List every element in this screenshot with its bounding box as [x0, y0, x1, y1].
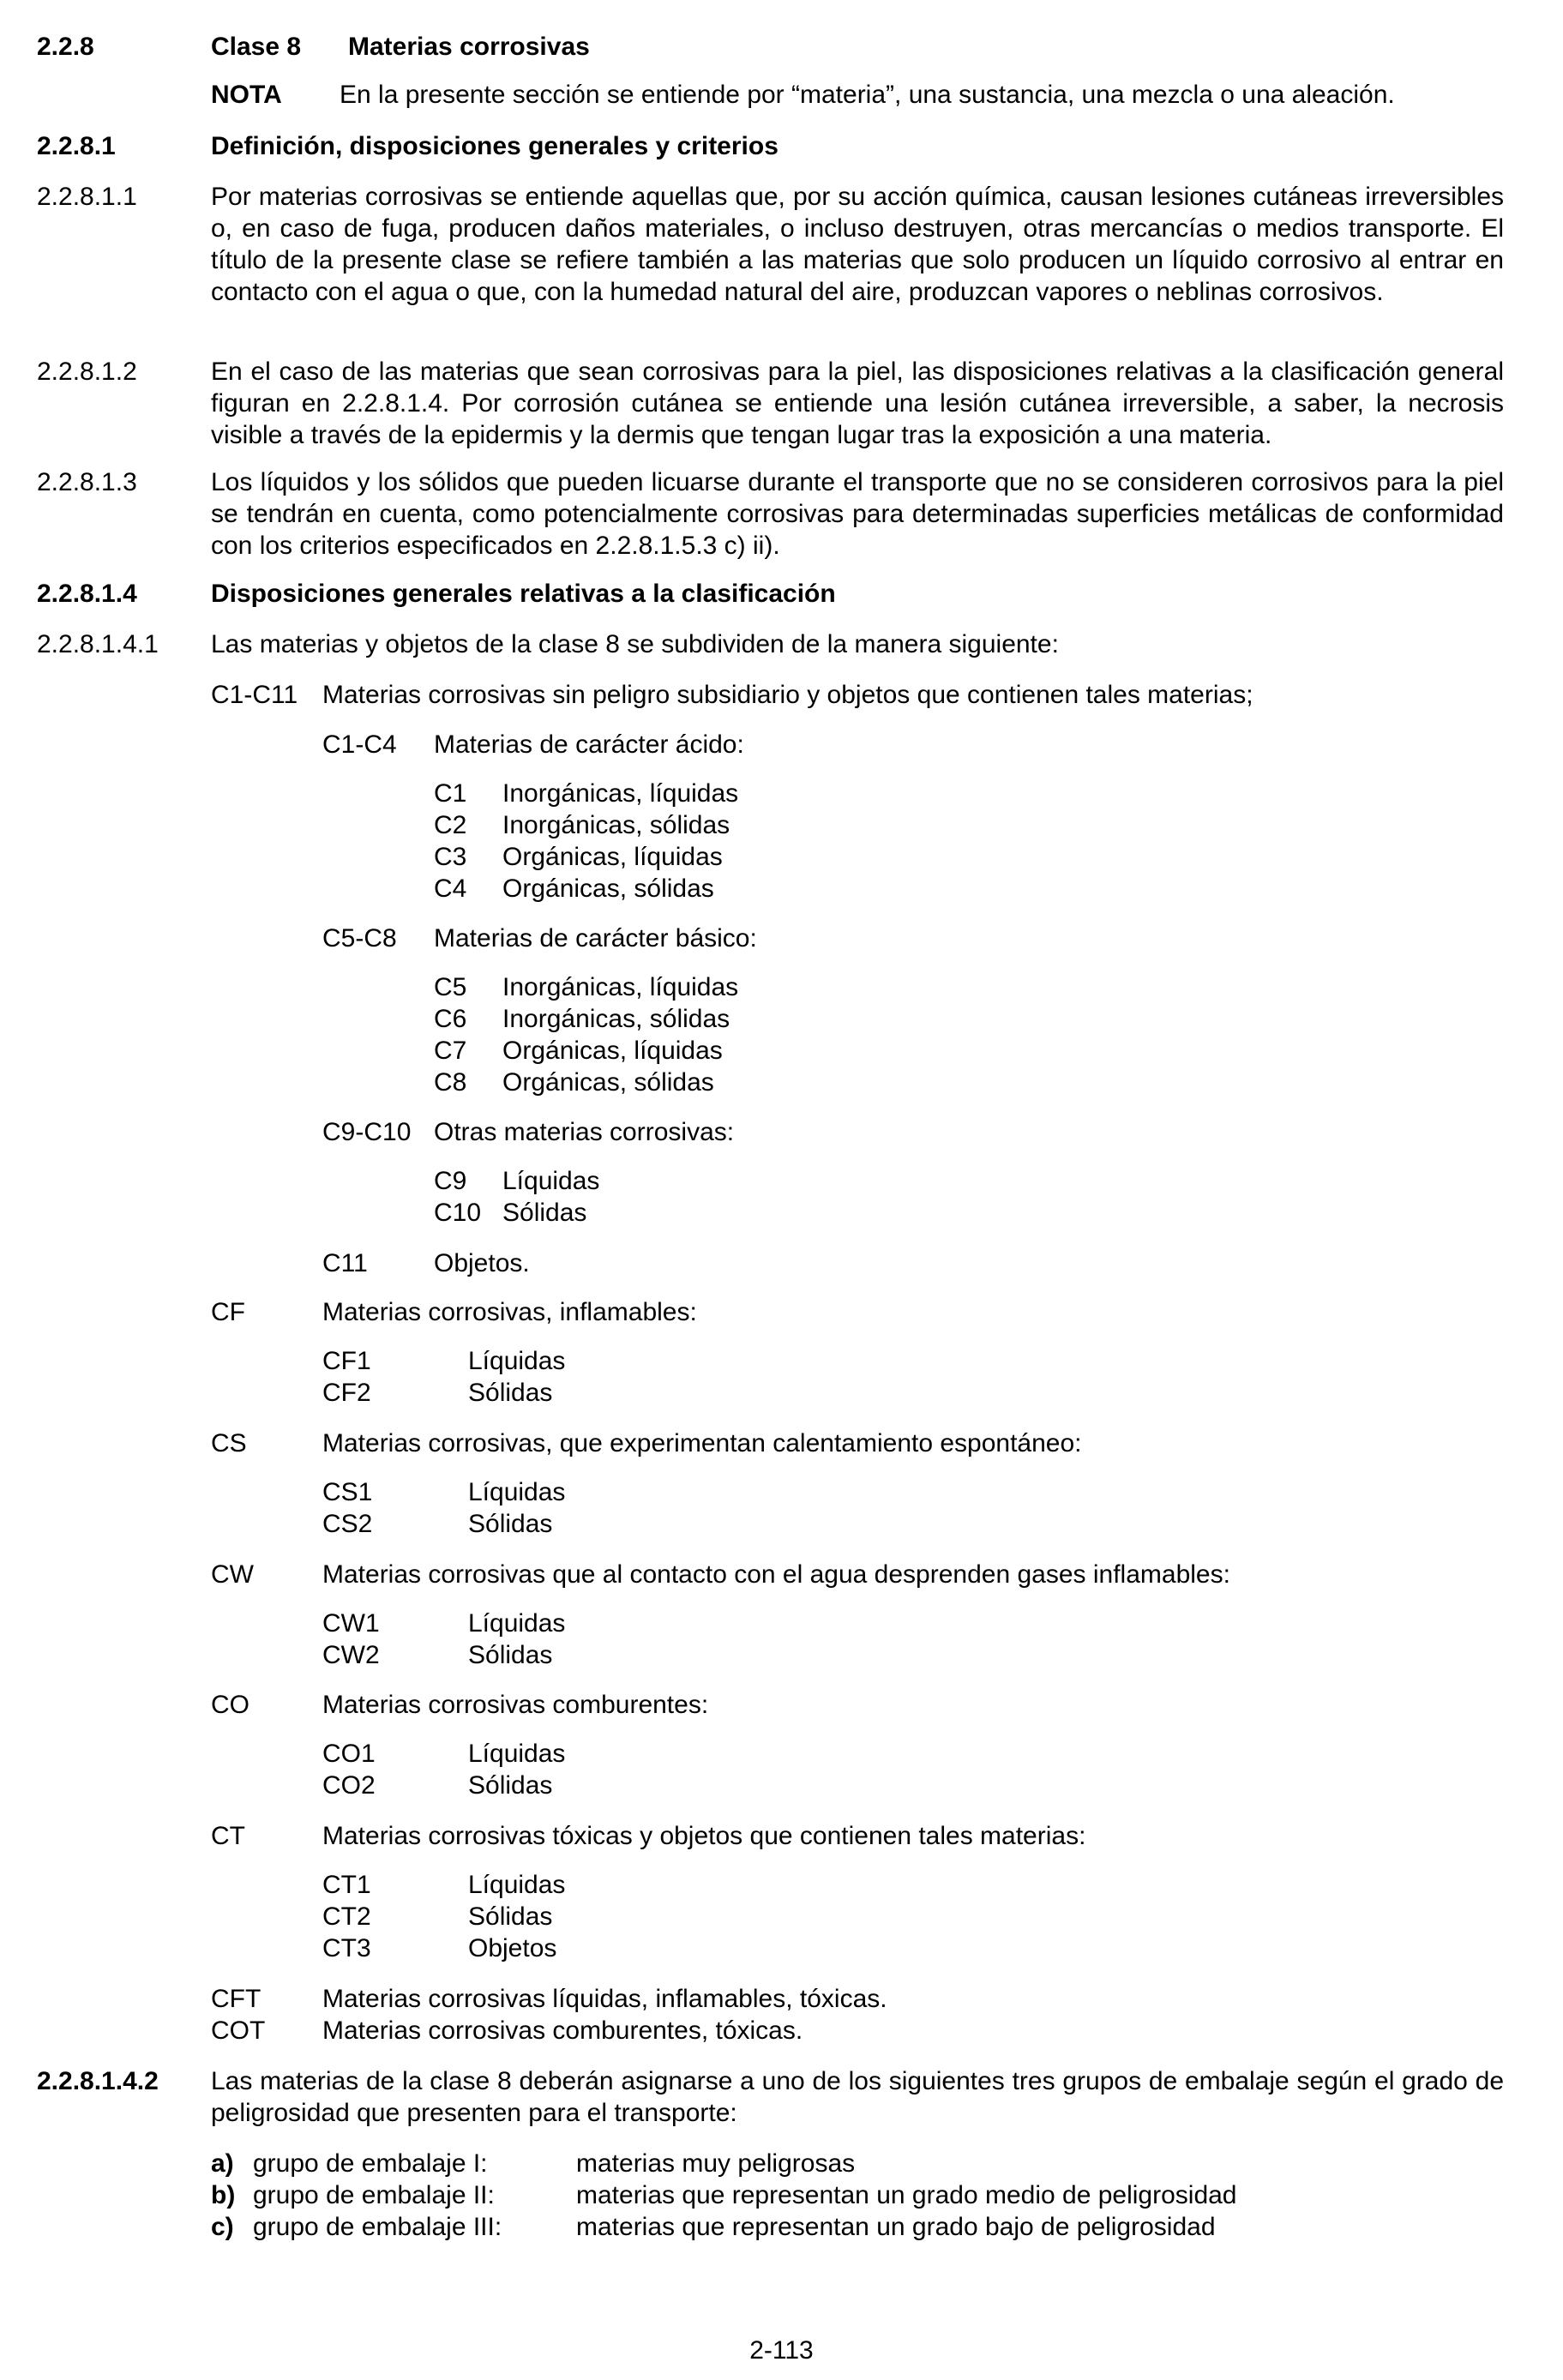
class-code: C1-C11 [211, 681, 298, 709]
item-code: C5 [434, 973, 467, 1001]
item-text: Inorgánicas, líquidas [502, 973, 739, 1001]
subclass-description: Materias de carácter básico: [434, 924, 757, 953]
class-label: Clase 8 [211, 33, 302, 61]
class-code: CO [211, 1691, 249, 1719]
class-description: Materias corrosivas sin peligro subsidiario y objetos que contienen tales materias; [322, 681, 1253, 709]
item-code: CO2 [322, 1771, 376, 1800]
section-title: Materias corrosivas [348, 33, 590, 61]
paragraph-number: 2.2.8.1.2 [37, 358, 137, 386]
class-code: COT [211, 2016, 266, 2045]
item-code: CS2 [322, 1510, 373, 1538]
group-letter: a) [211, 2149, 234, 2178]
item-text: Líquidas [468, 1740, 566, 1768]
subclass-description: Otras materias corrosivas: [434, 1118, 735, 1146]
item-text: Sólidas [468, 1510, 553, 1538]
item-code: C3 [434, 843, 467, 871]
item-text: Líquidas [468, 1609, 566, 1638]
item-text: Sólidas [468, 1771, 553, 1800]
item-code: C2 [434, 811, 467, 839]
subsection-title: Disposiciones generales relativas a la clasificación [211, 580, 836, 608]
item-text: Sólidas [468, 1379, 553, 1407]
item-code: C8 [434, 1068, 467, 1097]
item-text: Líquidas [502, 1167, 600, 1195]
subclass-code: C11 [322, 1249, 368, 1277]
item-code: C6 [434, 1005, 467, 1033]
class-code: CFT [211, 1985, 262, 2013]
item-text: Orgánicas, sólidas [502, 1068, 714, 1097]
class-description: Materias corrosivas, inflamables: [322, 1298, 697, 1326]
group-label: grupo de embalaje II: [253, 2181, 495, 2209]
item-code: CT3 [322, 1934, 371, 1962]
subsection-number: 2.2.8.1.4 [37, 580, 137, 608]
paragraph-number: 2.2.8.1.1 [37, 183, 137, 211]
note-text: En la presente sección se entiende por “materia”, una sustancia, una mezcla o una aleación. [340, 81, 1395, 109]
paragraph-text: Por materias corrosivas se entiende aquellas que, por su acción química, causan lesiones cutáneas irreversibles o, en caso de fuga, producen daños materiales, o incluso destruyen, otras mercancías o medios transporte. El título de la presente clase se refiere también a las materias que solo producen un líquido corrosivo al entrar en contacto con el agua o que, con la humedad natural del aire, produzcan vapores o neblinas corrosivos. [211, 183, 1504, 306]
class-description: Materias corrosivas, que experimentan calentamiento espontáneo: [322, 1429, 1082, 1457]
class-description: Materias corrosivas líquidas, inflamables, tóxicas. [322, 1985, 887, 2013]
item-text: Orgánicas, líquidas [502, 843, 723, 871]
item-text: Orgánicas, sólidas [502, 874, 714, 903]
item-text: Líquidas [468, 1478, 566, 1506]
paragraph-text: En el caso de las materias que sean corrosivas para la piel, las disposiciones relativas a la clasificación general figuran en 2.2.8.1.4. Por corrosión cutánea se entiende una lesión cutánea irreversible, a saber, la necrosis visible a través de la epidermis y la dermis que tengan lugar tras la exposición a una materia. [211, 358, 1504, 449]
item-text: Inorgánicas, líquidas [502, 779, 739, 808]
paragraph-text: Las materias de la clase 8 deberán asignarse a uno de los siguientes tres grupos de embalaje según el grado de peligrosidad que presenten para el transporte: [211, 2067, 1504, 2127]
item-text: Sólidas [468, 1902, 553, 1931]
subsection-number: 2.2.8.1 [37, 132, 116, 160]
group-description: materias muy peligrosas [576, 2149, 856, 2178]
group-letter: c) [211, 2213, 234, 2241]
page-number: 2-113 [749, 2336, 814, 2365]
class-description: Materias corrosivas comburentes: [322, 1691, 709, 1719]
class-code: CT [211, 1822, 245, 1850]
class-code: CF [211, 1298, 245, 1326]
section-number: 2.2.8 [37, 33, 94, 61]
subclass-code: C5-C8 [322, 924, 397, 953]
paragraph-text: Los líquidos y los sólidos que pueden licuarse durante el transporte que no se consideren corrosivos para la piel se tendrán en cuenta, como potencialmente corrosivas para determinadas superficies metálicas de conformidad con los criterios especificados en 2.2.8.1.5.3 c) ii). [211, 468, 1504, 560]
item-text: Líquidas [468, 1871, 566, 1899]
item-text: Sólidas [502, 1199, 587, 1227]
subclass-description: Materias de carácter ácido: [434, 730, 744, 759]
item-code: CF2 [322, 1379, 371, 1407]
paragraph-number: 2.2.8.1.4.1 [37, 630, 159, 658]
item-code: C4 [434, 874, 467, 903]
item-code: C10 [434, 1199, 482, 1227]
item-text: Inorgánicas, sólidas [502, 1005, 730, 1033]
item-code: CT2 [322, 1902, 371, 1931]
item-code: CW2 [322, 1641, 380, 1669]
item-text: Líquidas [468, 1347, 566, 1375]
item-code: CF1 [322, 1347, 371, 1375]
item-code: CS1 [322, 1478, 373, 1506]
item-code: CO1 [322, 1740, 376, 1768]
paragraph-text: Las materias y objetos de la clase 8 se subdividen de la manera siguiente: [211, 630, 1059, 658]
group-description: materias que representan un grado bajo de peligrosidad [576, 2213, 1216, 2241]
group-label: grupo de embalaje III: [253, 2213, 502, 2241]
item-text: Orgánicas, líquidas [502, 1037, 723, 1065]
group-description: materias que representan un grado medio de peligrosidad [576, 2181, 1237, 2209]
item-code: CT1 [322, 1871, 371, 1899]
class-code: CS [211, 1429, 247, 1457]
group-label: grupo de embalaje I: [253, 2149, 488, 2178]
group-letter: b) [211, 2181, 236, 2209]
paragraph-number: 2.2.8.1.3 [37, 468, 137, 496]
class-description: Materias corrosivas que al contacto con el agua desprenden gases inflamables: [322, 1560, 1230, 1589]
subclass-code: C9-C10 [322, 1118, 412, 1146]
item-code: C7 [434, 1037, 467, 1065]
subclass-code: C1-C4 [322, 730, 397, 759]
item-code: C9 [434, 1167, 467, 1195]
item-text: Objetos [468, 1934, 557, 1962]
subclass-description: Objetos. [434, 1249, 530, 1277]
paragraph-number: 2.2.8.1.4.2 [37, 2067, 159, 2095]
item-text: Inorgánicas, sólidas [502, 811, 730, 839]
class-description: Materias corrosivas comburentes, tóxicas. [322, 2016, 803, 2045]
subsection-title: Definición, disposiciones generales y criterios [211, 132, 778, 160]
note-label: NOTA [211, 81, 282, 109]
class-code: CW [211, 1560, 254, 1589]
item-code: CW1 [322, 1609, 380, 1638]
item-text: Sólidas [468, 1641, 553, 1669]
item-code: C1 [434, 779, 467, 808]
class-description: Materias corrosivas tóxicas y objetos que contienen tales materias: [322, 1822, 1086, 1850]
